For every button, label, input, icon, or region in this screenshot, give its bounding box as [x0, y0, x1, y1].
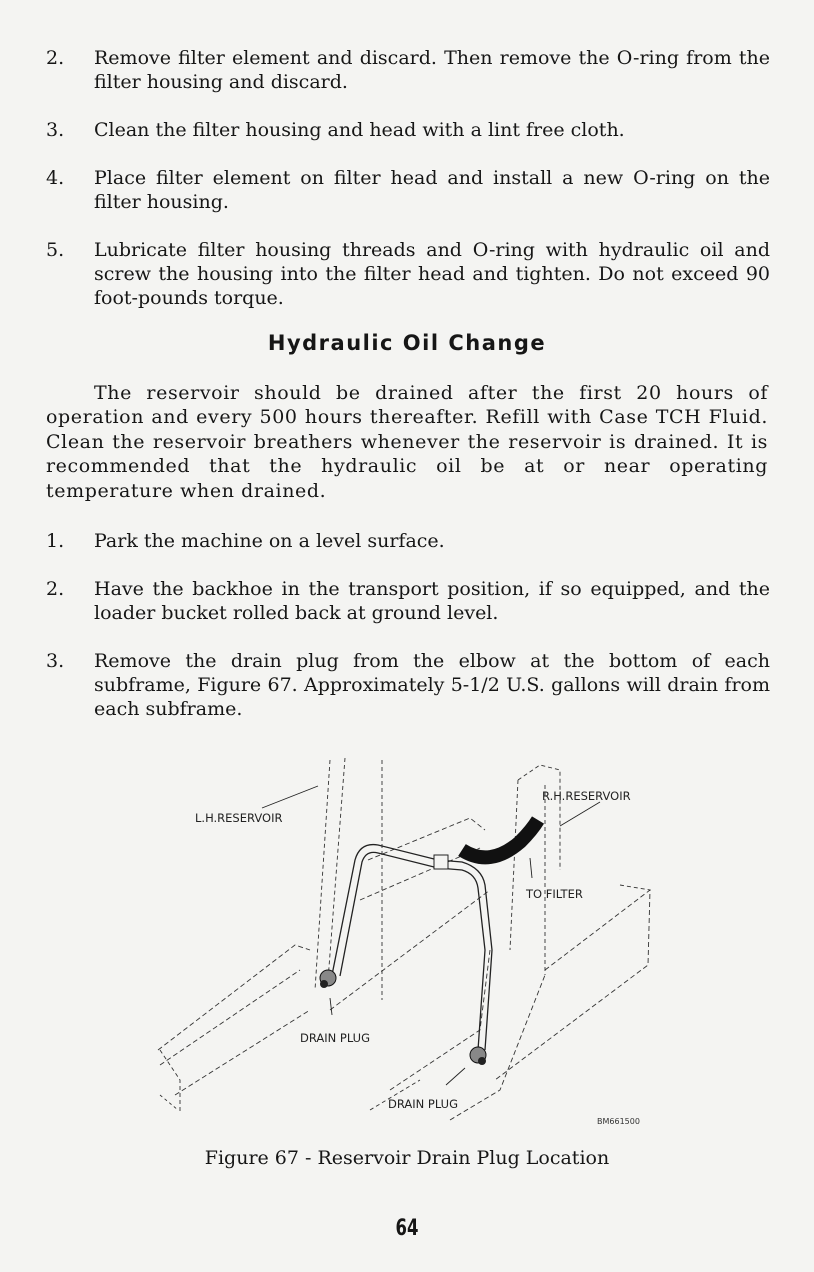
- to-filter-label: TO FILTER: [526, 887, 583, 901]
- step-number: 4.: [46, 167, 65, 189]
- step-text: Remove filter element and discard. Then remove the O-ring from the filter housing and discard.: [94, 47, 770, 93]
- step-item: [46, 166, 770, 214]
- step-item: [46, 529, 770, 553]
- step-item: [46, 118, 770, 142]
- step-text: Lubricate filter housing threads and O-ring with hydraulic oil and screw the housing into the filter head and tighten. Do not exceed 90 foot-pounds torque.: [94, 239, 770, 309]
- step-number: 2.: [46, 578, 65, 600]
- step-item: [46, 577, 770, 625]
- hydraulic-pipe: [332, 845, 492, 1050]
- step-text: Place filter element on filter head and install a new O-ring on the filter housing.: [94, 167, 770, 213]
- filter-hose: [462, 820, 538, 857]
- step-number: 5.: [46, 239, 65, 261]
- step-text: Park the machine on a level surface.: [94, 530, 445, 552]
- step-number: 3.: [46, 650, 65, 672]
- lh-reservoir-label: L.H.RESERVOIR: [195, 811, 283, 825]
- step-item: [46, 46, 770, 94]
- drain-plug-left-fitting: [320, 970, 336, 988]
- figure-caption: Figure 67 - Reservoir Drain Plug Location: [204, 1147, 610, 1169]
- figure-code: BM661500: [597, 1117, 640, 1126]
- step-item: [46, 649, 770, 721]
- step-text: Clean the filter housing and head with a lint free cloth.: [94, 119, 625, 141]
- section-paragraph: The reservoir should be drained after the first 20 hours of operation and every 500 hours thereafter. Refill with Case TCH Fluid. Clean the reservoir breathers whenever the reservoir is drained. It is recommended that the hydraulic oil be at or near operating temperature when drained.: [46, 382, 768, 502]
- section-heading: Hydraulic Oil Change: [267, 331, 547, 355]
- drain-plug-label-right: DRAIN PLUG: [388, 1097, 458, 1111]
- drain-plug-right-fitting: [470, 1047, 486, 1065]
- rh-reservoir-label: R.H.RESERVOIR: [542, 789, 631, 803]
- step-number: 2.: [46, 47, 65, 69]
- pipe-coupling: [434, 855, 448, 869]
- drain-plug-label-left: DRAIN PLUG: [300, 1031, 370, 1045]
- step-text: Remove the drain plug from the elbow at the bottom of each subframe, Figure 67. Approximately 5-1/2 U.S. gallons will drain from each subframe.: [94, 650, 770, 720]
- step-number: 1.: [46, 530, 65, 552]
- reservoir-diagram: [150, 750, 670, 1135]
- page-number: 64: [395, 1216, 419, 1241]
- step-number: 3.: [46, 119, 65, 141]
- step-item: [46, 238, 770, 310]
- step-text: Have the backhoe in the transport position, if so equipped, and the loader bucket rolled back at ground level.: [94, 578, 770, 624]
